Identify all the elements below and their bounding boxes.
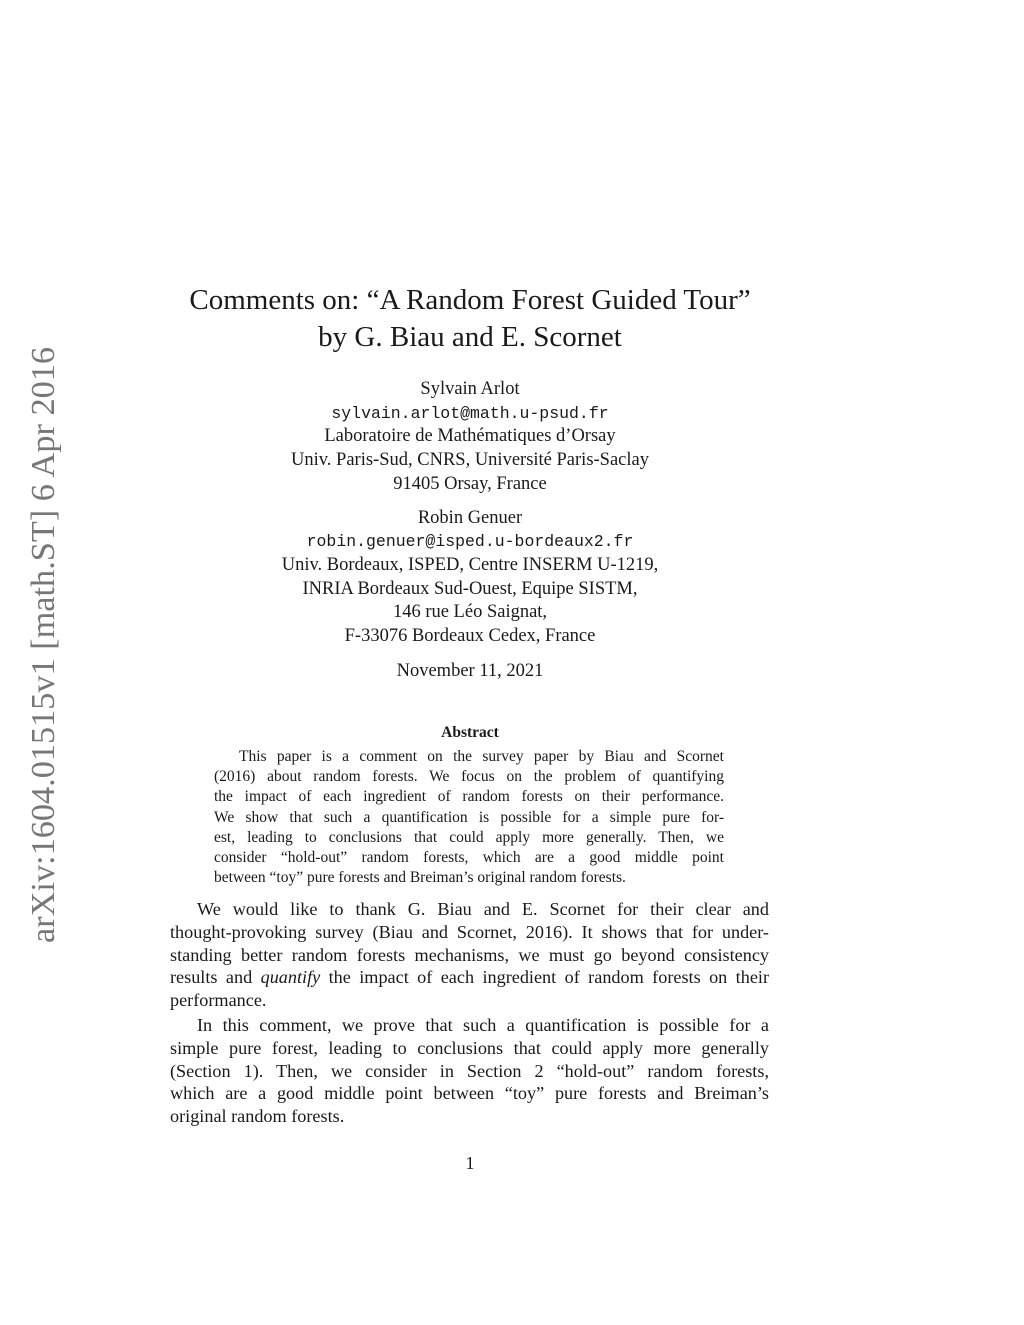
body-line: In this comment, we prove that such a quantification is possible for a — [197, 1014, 769, 1035]
abstract-line: This paper is a comment on the survey paper by Biau and Scornet — [239, 748, 724, 765]
body-line: We would like to thank G. Biau and E. Scornet for their clear and — [197, 899, 769, 919]
arxiv-identifier-text: arXiv:1604.01515v1 [math.ST] 6 Apr 2016 — [25, 351, 62, 943]
abstract-line: We show that such a quantification is possible for a simple pure for- — [214, 808, 724, 826]
abstract-text — [214, 747, 724, 888]
body-text-segment: results and — [170, 967, 261, 988]
author-name: Robin Genuer — [417, 507, 523, 528]
abstract-heading: Abstract — [441, 724, 499, 741]
paper-title — [150, 282, 790, 356]
author-affiliation-line: F-33076 Bordeaux Cedex, France — [344, 626, 596, 647]
author-email: robin.genuer@isped.u-bordeaux2.fr — [306, 532, 634, 552]
body-line — [170, 966, 769, 989]
emphasized-word: quantify — [260, 967, 321, 988]
author-affiliation-line: INRIA Bordeaux Sud-Ouest, Equipe SISTM, — [302, 578, 638, 599]
body-text-segment: the impact of each ingredient of random forests on their — [320, 967, 770, 988]
body-line: original random forests. — [170, 1106, 345, 1127]
author-affiliation-line: 91405 Orsay, France — [393, 473, 547, 494]
author-email: sylvain.arlot@math.u-psud.fr — [331, 403, 609, 423]
abstract-line: the impact of each ingredient of random forests on their performance. — [214, 788, 724, 806]
abstract-line: (2016) about random forests. We focus on the problem of quantifying — [214, 768, 724, 786]
paper-date: November 11, 2021 — [396, 661, 544, 681]
body-text — [170, 898, 769, 1130]
title-line-2: by G. Biau and E. Scornet — [318, 321, 622, 353]
title-line-1: Comments on: “A Random Forest Guided Tour” — [189, 284, 751, 316]
abstract-line: between “toy” pure forests and Breiman’s original random forests. — [214, 869, 626, 887]
abstract-line: consider “hold-out” random forests, which are a good middle point — [214, 849, 724, 867]
body-paragraph-1 — [170, 898, 769, 1012]
author-affiliation-line: Univ. Paris-Sud, CNRS, Université Paris-Saclay — [291, 450, 649, 471]
author-name: Sylvain Arlot — [420, 379, 520, 399]
author-affiliation-line: 146 rue Léo Saignat, — [392, 602, 548, 623]
body-line: which are a good middle point between “toy” pure forests and Breiman’s — [170, 1083, 769, 1104]
body-line: performance. — [170, 990, 267, 1011]
author-block-genuer — [150, 507, 790, 649]
body-paragraph-2 — [170, 1014, 769, 1128]
body-line: standing better random forests mechanisms, we must go beyond consistency — [170, 944, 769, 965]
arxiv-identifier-stamp — [8, 345, 70, 945]
abstract-line: est, leading to conclusions that could apply more generally. Then, we — [214, 828, 724, 846]
author-affiliation-line: Univ. Bordeaux, ISPED, Centre INSERM U-1219, — [281, 554, 659, 575]
body-line: thought-provoking survey (Biau and Scornet, 2016). It shows that for under- — [170, 921, 769, 942]
author-affiliation-line: Laboratoire de Mathématiques d’Orsay — [324, 426, 616, 447]
author-block-arlot — [150, 378, 790, 497]
body-line: (Section 1). Then, we consider in Section 2 “hold-out” random forests, — [170, 1060, 769, 1081]
author-list — [150, 378, 790, 659]
page-number: 1 — [465, 1153, 475, 1173]
body-line: simple pure forest, leading to conclusions that could apply more generally — [170, 1037, 769, 1058]
